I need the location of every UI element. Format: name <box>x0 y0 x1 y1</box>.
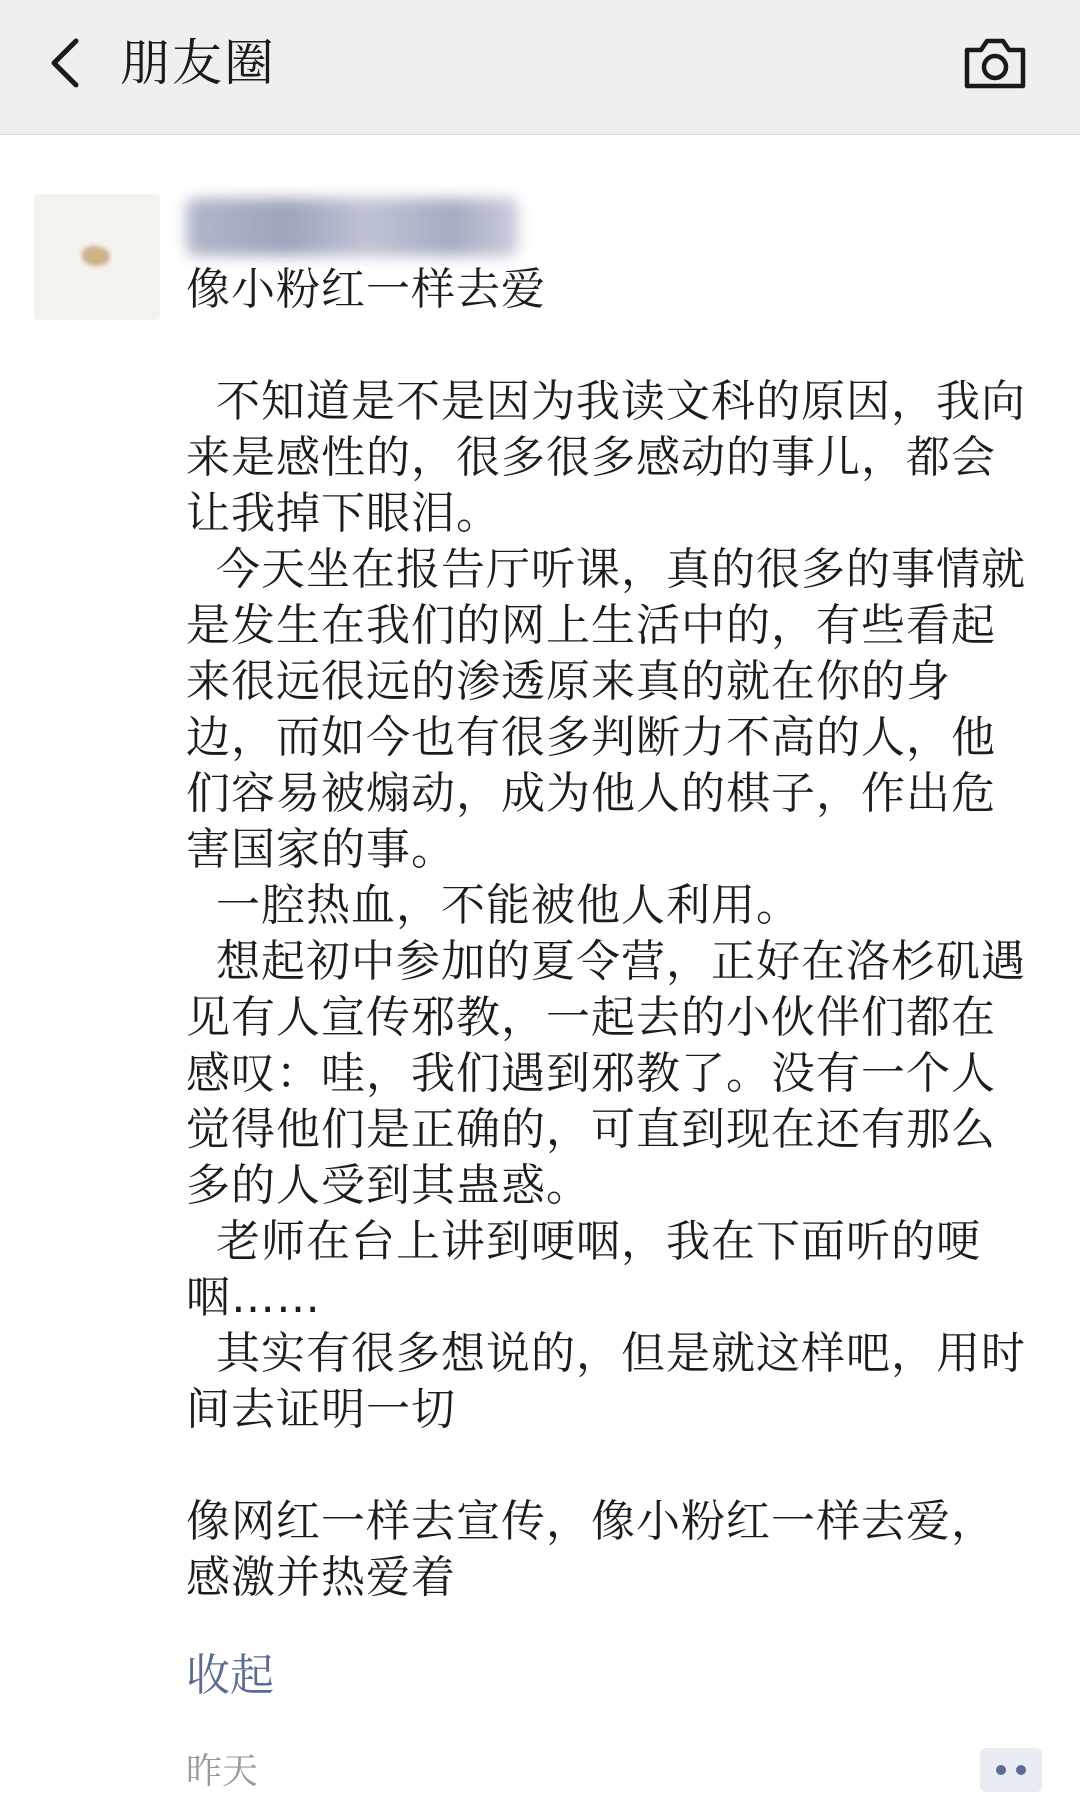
more-dot-icon <box>996 1765 1006 1775</box>
back-button[interactable] <box>36 28 96 98</box>
top-nav-bar <box>0 0 1080 135</box>
camera-button[interactable] <box>955 28 1035 98</box>
chevron-left-icon <box>46 33 86 93</box>
post-text: 像小粉红一样去爱 不知道是不是因为我读文科的原因，我向来是感性的，很多很多感动的事儿，都会让我掉下眼泪。 今天坐在报告厅听课，真的很多的事情就是发生在我们的网上生活中的，有些看起来很远很远的渗透原来真的就在你的身边，而如今也有很多判断力不高的人，他们容易被煽动，成为他人的棋子，作出危害国家的事。 一腔热血，不能被他人利用。 想起初中参加的夏令营，正好在洛杉矶遇见有人宣传邪教，一起去的小伙伴们都在感叹：哇，我们遇到邪教了。没有一个人觉得他们是正确的，可直到现在还有那么多的人受到其蛊惑。 老师在台上讲到哽咽，我在下面听的哽咽…… 其实有很多想说的，但是就这样吧，用时间去证明一切 像网红一样去宣传，像小粉红一样去爱，感激并热爱着 <box>186 264 1026 1603</box>
more-dot-icon <box>1016 1765 1026 1775</box>
username-blurred[interactable] <box>186 198 518 256</box>
comment-more-button[interactable] <box>980 1748 1042 1792</box>
collapse-link[interactable]: 收起 <box>186 1650 274 1701</box>
avatar[interactable] <box>34 194 160 320</box>
post-timestamp: 昨天 <box>186 1751 259 1792</box>
avatar-image <box>82 246 110 266</box>
camera-icon <box>963 36 1027 90</box>
page-title: 朋友圈 <box>120 34 276 92</box>
